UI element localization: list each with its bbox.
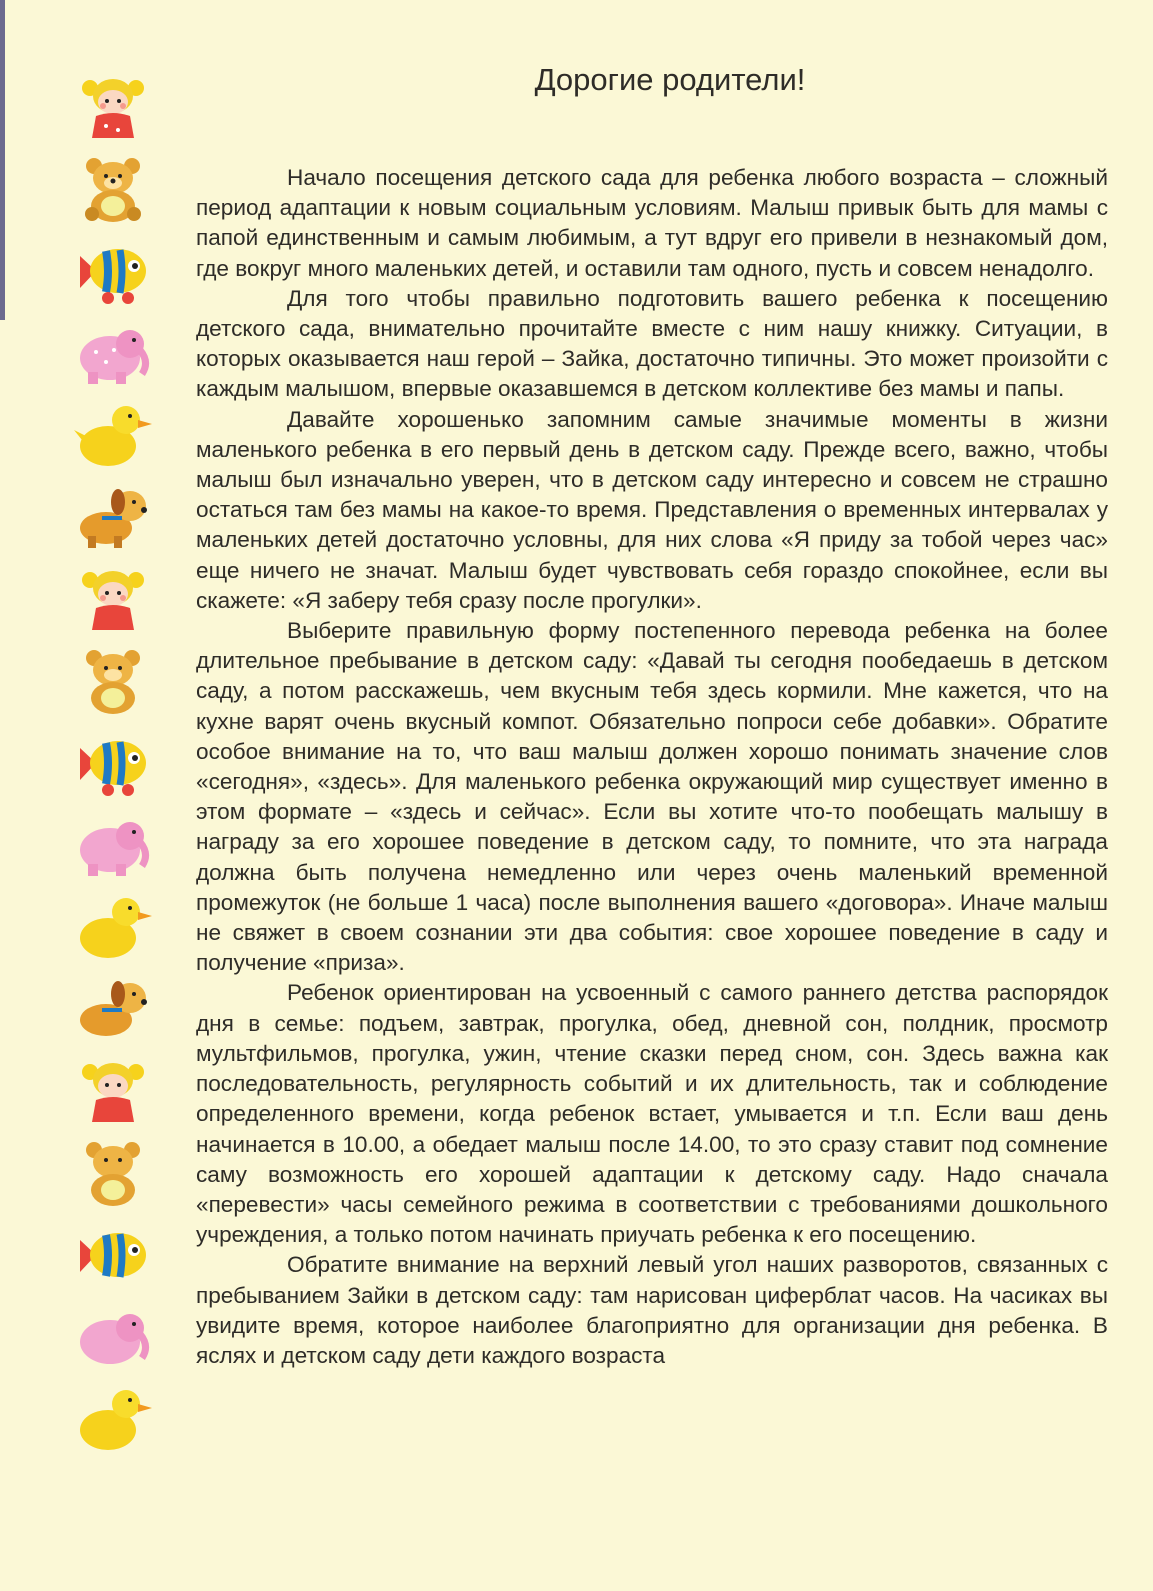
paragraph: Выберите правильную форму постепенного перевода ребенка на более длительное пребывание в детском саду: «Давай ты сегодня пообедаешь в детском саду, а потом расскажешь, чем вкусным тебя здесь кормили. Мне кажется, что на кухне варят очень вкусный компот. Обязательно попроси себе добавки». Обратите особое внимание на то, что ваш малыш должен хорошо понимать значение слов «сегодня», «здесь». Для маленького ребенка окружающий мир существует именно в этом формате – «здесь и сейчас». Если вы хотите что-то пообещать малышу в награду за его хорошее поведение в детском саду, то помните, что эта награда должна быть получена немедленно или через очень маленький временной промежуток (не больше 1 часа) после выполнения вашего «договора». Иначе малыш не свяжет в своем сознании эти два события: свое хорошее поведение в саду и получение «приза». <box>196 618 1108 976</box>
duck-icon <box>72 1384 154 1454</box>
paragraph: Давайте хорошенько запомним самые значимые моменты в жизни маленького ребенка в его первый день в детском саду. Прежде всего, важно, чтобы малыш был изначально уверен, что в детском саду интересно и совсем не страшно остаться там без мамы на какое-то время. Представления о временных интервалах у маленьких детей достаточно условны, для них слова «Я приду за тобой через час» еще ничего не значат. Малыш будет чувствовать себя гораздо спокойнее, если вы скажете: «Я заберу тебя сразу после прогулки». <box>196 406 1108 613</box>
puppy-icon <box>72 974 154 1044</box>
page-edge <box>0 0 5 320</box>
decorative-toy-border <box>72 72 154 1572</box>
paragraph: Обратите внимание на верхний левый угол наших разворотов, связанных с пребыванием Зайки в детском саду: там нарисован циферблат часов. На часиках вы увидите время, которое наиболее благоприятно для организации дня ребенка. В яслях и детском саду дети каждого возраста <box>196 1252 1108 1368</box>
fish-icon <box>72 236 154 306</box>
doll-icon <box>72 72 154 142</box>
paragraph: Ребенок ориентирован на усвоенный с самого раннего детства распорядок дня в семье: подъем, завтрак, прогулка, обед, дневной сон, полдник, просмотр мультфильмов, прогулка, ужин, чтение сказки перед сном, сон. Здесь важна как последовательность, регулярность событий и их длительность, так и соблюдение определенного времени, когда ребенок встает, умывается и т.п. Если ваш день начинается в 10.00, а обедает малыш после 14.00, то это сразу ставит под сомнение саму возможность его хорошей адаптации к детскому саду. Надо сначала «перевести» часы семейного режима в соответствии с требованиями дошкольного учреждения, а только потом начинать приучать ребенка к его посещению. <box>196 980 1108 1248</box>
paragraph: Начало посещения детского сада для ребенка любого возраста – сложный период адаптации к новым социальным условиям. Малыш привык быть для мамы с папой единственным и самым любимым, а тут вдруг его привели в незнакомый дом, где вокруг много маленьких детей, и оставили там одного, пусть и совсем ненадолго. <box>196 165 1108 281</box>
teddy-bear-icon <box>72 1138 154 1208</box>
doll-icon <box>72 1056 154 1126</box>
teddy-bear-icon <box>72 646 154 716</box>
paragraph: Для того чтобы правильно подготовить вашего ребенка к посещению детского сада, внимательно прочитайте вместе с ним нашу книжку. Ситуации, в которых оказывается наш герой – Зайка, достаточно типичны. Это может произойти с каждым малышом, впервые оказавшемся в детском коллективе без мамы и папы. <box>196 285 1108 402</box>
puppy-icon <box>72 482 154 552</box>
duck-icon <box>72 892 154 962</box>
duck-icon <box>72 400 154 470</box>
elephant-icon <box>72 810 154 880</box>
fish-icon <box>72 1220 154 1290</box>
teddy-bear-icon <box>72 154 154 224</box>
page-title: Дорогие родители! <box>534 62 806 97</box>
doll-icon <box>72 564 154 634</box>
elephant-icon <box>72 1302 154 1372</box>
fish-icon <box>72 728 154 798</box>
elephant-icon <box>72 318 154 388</box>
article-body <box>196 163 1108 1371</box>
